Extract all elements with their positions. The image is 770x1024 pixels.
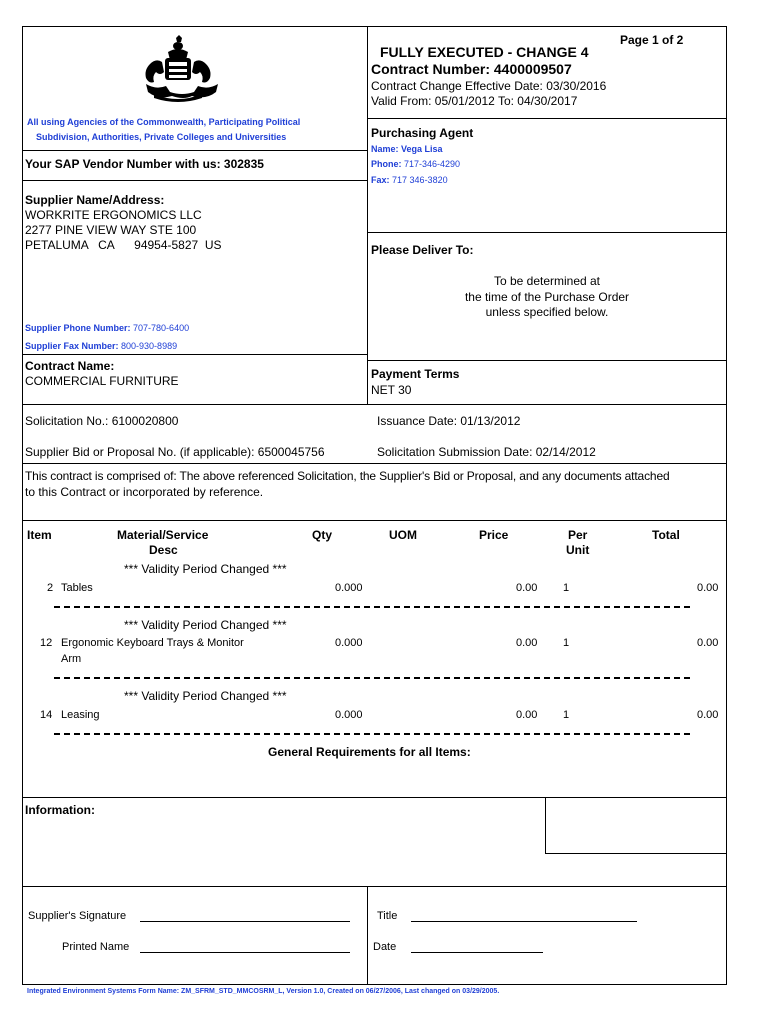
- row-total: 0.00: [697, 582, 719, 594]
- row-description: Ergonomic Keyboard Trays & Monitor: [61, 637, 244, 649]
- signature-divider: [367, 886, 368, 984]
- agent-fax: [371, 175, 448, 185]
- page-number: Page 1 of 2: [620, 33, 684, 47]
- border-bottom: [22, 984, 727, 985]
- agent-name-value: Vega Lisa: [401, 144, 443, 154]
- rule-agencies: [22, 150, 368, 151]
- supplier-signature-line[interactable]: [140, 909, 350, 922]
- col-uom: UOM: [389, 528, 417, 542]
- col-desc-2: Desc: [149, 543, 178, 557]
- payment-terms-label: Payment Terms: [371, 367, 460, 381]
- sap-vendor-number: Your SAP Vendor Number with us: 302835: [25, 157, 264, 171]
- row-description: Leasing: [61, 709, 100, 721]
- validity-note: *** Validity Period Changed ***: [124, 562, 287, 576]
- row-separator: [54, 606, 690, 608]
- submission-date: Solicitation Submission Date: 02/14/2012: [377, 445, 596, 459]
- agencies-line2: Subdivision, Authorities, Private Colleges and Universities: [36, 132, 287, 142]
- row-item-number: 14: [40, 709, 53, 721]
- rule-agent: [367, 232, 727, 233]
- date-label: Date: [373, 941, 397, 953]
- row-price: 0.00: [516, 637, 538, 649]
- rule-supplier: [22, 354, 368, 355]
- col-qty: Qty: [312, 528, 333, 542]
- row-total: 0.00: [697, 709, 719, 721]
- row-qty: 0.000: [335, 582, 363, 594]
- rule-comprised: [22, 520, 727, 521]
- col-total: Total: [652, 528, 680, 542]
- col-per-unit: Unit: [566, 543, 590, 557]
- border-right: [726, 26, 727, 985]
- info-divider: [545, 797, 546, 854]
- row-separator: [54, 733, 690, 735]
- validity-note: *** Validity Period Changed ***: [124, 689, 287, 703]
- general-requirements: General Requirements for all Items:: [268, 745, 471, 759]
- supplier-fax: [25, 341, 177, 351]
- information-label: Information:: [25, 803, 95, 817]
- printed-name-label: Printed Name: [62, 941, 130, 953]
- rule-items: [22, 797, 727, 798]
- col-price: Price: [479, 528, 509, 542]
- row-price: 0.00: [516, 582, 538, 594]
- agent-name: [371, 144, 443, 154]
- supplier-city: PETALUMA CA 94954-5827 US: [25, 238, 222, 252]
- agent-phone-value: 717-346-4290: [404, 159, 461, 169]
- supplier-bid-number: Supplier Bid or Proposal No. (if applicable): 6500045756: [25, 445, 325, 459]
- agent-fax-label: Fax:: [371, 175, 390, 185]
- issuance-date: Issuance Date: 01/13/2012: [377, 414, 521, 428]
- agent-phone-label: Phone:: [371, 159, 402, 169]
- validity-note: *** Validity Period Changed ***: [124, 618, 287, 632]
- row-item-number: 12: [40, 637, 53, 649]
- printed-name-line[interactable]: [140, 940, 350, 953]
- supplier-fax-label: Supplier Fax Number:: [25, 341, 119, 351]
- row-per-unit: 1: [563, 582, 570, 594]
- rule-header: [367, 118, 727, 119]
- comprised-line2: to this Contract or incorporated by reference.: [25, 485, 264, 499]
- comprised-line1: This contract is comprised of: The above referenced Solicitation, the Supplier's Bid or Proposal, and any documents attached: [25, 469, 670, 483]
- supplier-phone-value: 707-780-6400: [133, 323, 190, 333]
- deliver-to-label: Please Deliver To:: [371, 243, 474, 257]
- contract-name-value: COMMERCIAL FURNITURE: [25, 374, 179, 388]
- supplier-name: WORKRITE ERGONOMICS LLC: [25, 208, 202, 222]
- deliver-line2: the time of the Purchase Order: [464, 290, 630, 304]
- title-line[interactable]: [411, 909, 637, 922]
- contract-name-label: Contract Name:: [25, 359, 115, 373]
- border-top: [22, 26, 727, 27]
- change-effective-date: Contract Change Effective Date: 03/30/2016: [371, 79, 607, 93]
- info-box-bottom: [545, 853, 727, 854]
- rule-vendor: [22, 180, 368, 181]
- valid-dates: Valid From: 05/01/2012 To: 04/30/2017: [371, 94, 578, 108]
- row-separator: [54, 677, 690, 679]
- center-divider-top: [367, 26, 368, 405]
- supplier-phone-label: Supplier Phone Number:: [25, 323, 131, 333]
- date-line[interactable]: [411, 940, 543, 953]
- row-qty: 0.000: [335, 709, 363, 721]
- payment-terms-value: NET 30: [371, 383, 412, 397]
- agent-fax-value: 717 346-3820: [392, 175, 448, 185]
- agencies-line1: All using Agencies of the Commonwealth, Participating Political: [27, 117, 301, 127]
- row-total: 0.00: [697, 637, 719, 649]
- row-item-number: 2: [47, 582, 54, 594]
- purchasing-agent-title: Purchasing Agent: [371, 126, 474, 140]
- rule-contract: [22, 404, 727, 405]
- deliver-line3: unless specified below.: [485, 305, 609, 319]
- supplier-signature-label: Supplier's Signature: [28, 910, 127, 922]
- col-item: Item: [27, 528, 52, 542]
- row-description: Tables: [61, 582, 93, 594]
- contract-number: Contract Number: 4400009507: [371, 61, 572, 77]
- agent-phone: [371, 159, 460, 169]
- commonwealth-seal-icon: [138, 34, 218, 104]
- deliver-line1: To be determined at: [493, 274, 601, 288]
- border-left: [22, 26, 23, 985]
- supplier-label: Supplier Name/Address:: [25, 193, 165, 207]
- rule-deliver: [367, 360, 727, 361]
- agent-name-label: Name:: [371, 144, 399, 154]
- col-per: Per: [568, 528, 588, 542]
- supplier-phone: [25, 323, 189, 333]
- rule-solicitation: [22, 463, 727, 464]
- rule-information: [22, 886, 727, 887]
- row-price: 0.00: [516, 709, 538, 721]
- col-desc: Material/Service: [117, 528, 209, 542]
- title-label: Title: [377, 910, 398, 922]
- row-per-unit: 1: [563, 637, 570, 649]
- row-qty: 0.000: [335, 637, 363, 649]
- contract-status: FULLY EXECUTED - CHANGE 4: [380, 44, 589, 60]
- solicitation-number: Solicitation No.: 6100020800: [25, 414, 179, 428]
- row-description-cont: Arm: [61, 653, 82, 665]
- form-footer: Integrated Environment Systems Form Name: ZM_SFRM_STD_MMCOSRM_L, Version 1.0, Created on 06/27/2006, Last changed on 03/29/2005.: [27, 988, 500, 995]
- row-per-unit: 1: [563, 709, 570, 721]
- supplier-fax-value: 800-930-8989: [121, 341, 178, 351]
- supplier-street: 2277 PINE VIEW WAY STE 100: [25, 223, 197, 237]
